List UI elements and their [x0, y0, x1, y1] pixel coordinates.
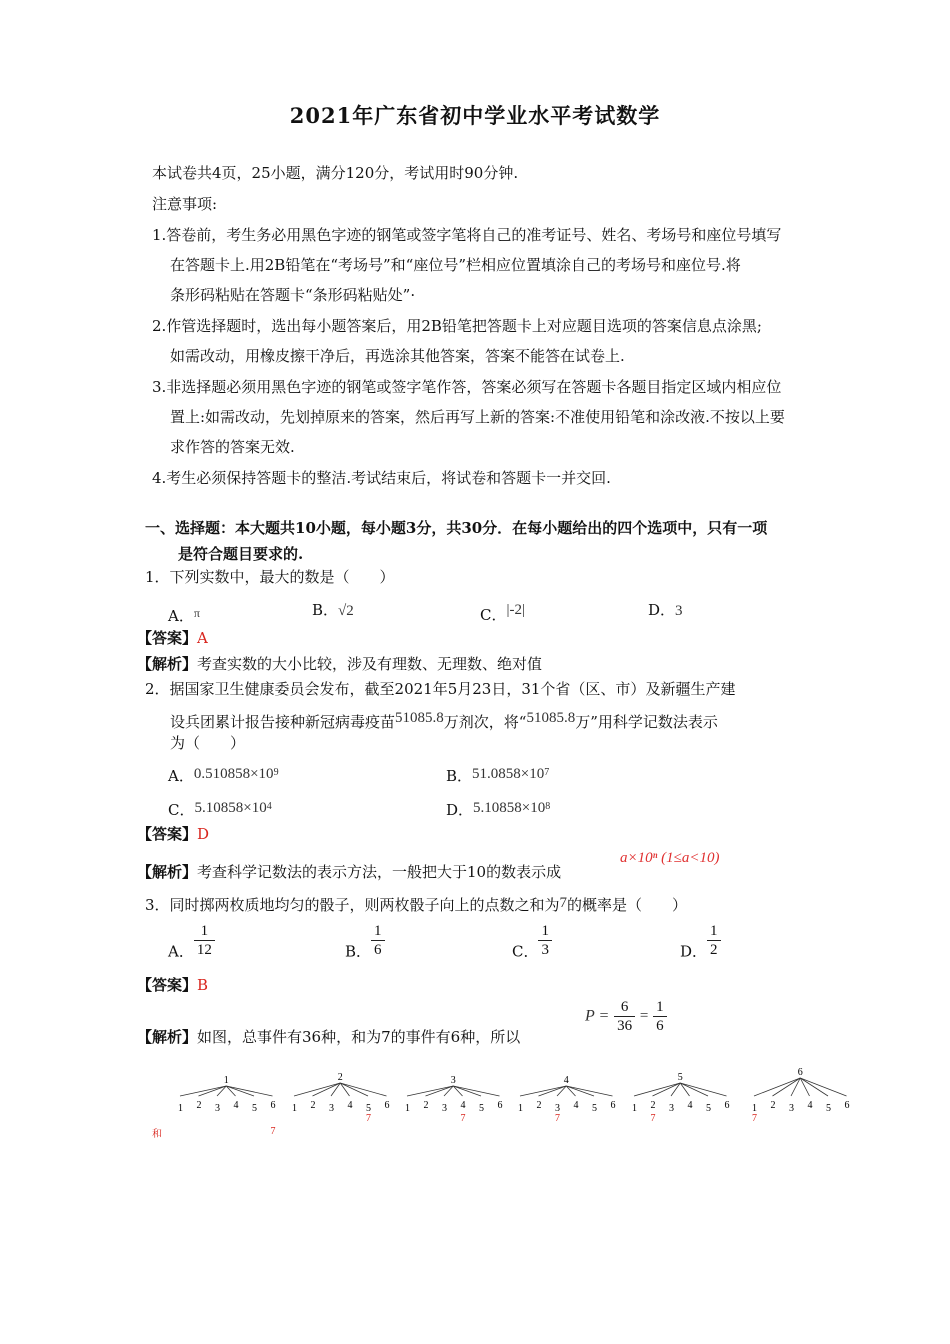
tree-leaf-label: 1	[292, 1103, 297, 1114]
notice-line: 3.非选择题必须用黑色字迹的钢笔或签字笔作答，答案必须写在答题卡各题目指定区域内相应位	[152, 378, 782, 396]
exam-title: 2021年广东省初中学业水平考试数学	[289, 103, 661, 128]
dice-sum-tree-diagram	[0, 1055, 950, 1155]
tree-leaf-label: 1	[405, 1103, 410, 1114]
notice-line: 2.作管选择题时，选出每小题答案后，用2B铅笔把答题卡上对应题目选项的答案信息点涂黑;	[152, 317, 762, 335]
q3-probability-formula: P = $\frac{6}{36}$ = $\frac{1}{6}$	[585, 998, 667, 1035]
tree-leaf-label: 6	[384, 1100, 390, 1111]
tree-leaf-label: 2	[310, 1100, 316, 1111]
question-2-line1: 2．据国家卫生健康委员会发布，截至2021年5月23日，31个省（区、市）及新疆生产建	[145, 680, 736, 698]
q1-option-c: C．|-2|	[480, 602, 525, 624]
tree-leaf-label: 1	[518, 1103, 523, 1114]
tree-leaf-label: 4	[460, 1100, 466, 1111]
tree-leaf-label: 4	[807, 1100, 813, 1111]
tree-root-label: 6	[797, 1067, 803, 1078]
q3-option-c: C． $\frac{1}{3}$	[512, 922, 552, 962]
q1-option-a: A．$^\pi$	[168, 606, 200, 625]
notice-line: 置上:如需改动，先划掉原来的答案，然后再写上新的答案:不准使用铅笔和涂改液.不按以上要	[170, 408, 785, 426]
tree-leaf-label: 5	[252, 1103, 257, 1114]
tree-leaf-label: 6	[610, 1100, 616, 1111]
sum-seven-mark: 7	[650, 1113, 656, 1124]
tree-leaf-label: 6	[497, 1100, 503, 1111]
tree-leaf-label: 3	[555, 1103, 560, 1114]
q3-answer: 【答案】B	[137, 976, 209, 994]
q1-analysis: 【解析】考查实数的大小比较，涉及有理数、无理数、绝对值	[137, 655, 543, 673]
tree-leaf-label: 4	[687, 1100, 693, 1111]
q2-option-b: B．$51.0858\times 10^7$	[446, 766, 550, 785]
tree-leaf-label: 1	[178, 1103, 183, 1114]
tree-root-label: 1	[223, 1075, 229, 1086]
notice-line: 1.答卷前，考生务必用黑色字迹的钢笔或签字笔将自己的准考证号、姓名、考场号和座位号填写	[152, 226, 782, 244]
notice-line: 在答题卡上.用2B铅笔在“考场号”和“座位号”栏相应位置填涂自己的考场号和座位号.将	[170, 256, 741, 274]
tree-leaf-label: 5	[826, 1103, 831, 1114]
tree-leaf-label: 1	[752, 1103, 757, 1114]
tree-leaf-label: 2	[196, 1100, 202, 1111]
intro-text: 本试卷共4页，25小题，满分120分，考试用时90分钟.	[152, 164, 519, 182]
tree-root-label: 5	[677, 1072, 683, 1083]
q1-option-b: B．√2	[312, 601, 354, 619]
q2-option-a: A．$0.510858\times 10^9$	[168, 766, 279, 785]
q2-option-d: D．$5.10858\times 10^8$	[446, 800, 551, 819]
tree-leaf-label: 6	[844, 1100, 850, 1111]
tree-leaf-label: 4	[347, 1100, 353, 1111]
tree-leaf-label: 2	[423, 1100, 429, 1111]
tree-leaf-label: 6	[270, 1100, 276, 1111]
q2-answer: 【答案】D	[137, 825, 210, 843]
notice-line: 条形码粘贴在答题卡“条形码粘贴处”·	[170, 286, 416, 304]
tree-leaf-label: 5	[479, 1103, 484, 1114]
tree-leaf-label: 3	[215, 1103, 220, 1114]
sum-seven-mark: 7	[752, 1113, 757, 1124]
q1-option-d: D．3	[648, 601, 683, 619]
q2-analysis: 【解析】考查科学记数法的表示方法，一般把大于10的数表示成	[137, 863, 562, 881]
section-heading-cont: 是符合题目要求的.	[178, 545, 304, 563]
notice-heading: 注意事项:	[152, 195, 218, 213]
tree-leaf-label: 3	[442, 1103, 447, 1114]
q3-option-d: D． $\frac{1}{2}$	[680, 922, 721, 962]
question-3-stem: 3．同时掷两枚质地均匀的骰子，则两枚骰子向上的点数之和为7的概率是（ ）	[145, 895, 688, 914]
question-2-line2: 设兵团累计报告接种新冠病毒疫苗51085.8万剂次，将“51085.8万”用科学记数法表示	[170, 710, 718, 731]
tree-leaf-label: 3	[789, 1103, 794, 1114]
tree-leaf-label: 2	[536, 1100, 542, 1111]
tree-leaf-label: 5	[366, 1103, 371, 1114]
tree-leaf-label: 5	[592, 1103, 597, 1114]
tree-leaf-label: 2	[650, 1100, 656, 1111]
tree-leaf-label: 4	[573, 1100, 579, 1111]
q2-option-c: C．$5.10858\times 10^4$	[168, 800, 272, 819]
tree-root-label: 3	[450, 1075, 456, 1086]
tree-root-label: 4	[563, 1075, 569, 1086]
tree-leaf-label: 3	[669, 1103, 674, 1114]
sum-seven-mark: 7	[270, 1126, 276, 1137]
q3-analysis: 【解析】如图，总事件有36种，和为7的事件有6种，所以	[137, 1028, 521, 1046]
tree-root-label: 2	[337, 1072, 343, 1083]
tree-leaf-label: 1	[632, 1103, 637, 1114]
section-heading: 一、选择题：本大题共10小题，每小题3分，共30分．在每小题给出的四个选项中，只有一项	[145, 519, 768, 537]
tree-leaf-label: 4	[233, 1100, 239, 1111]
q3-option-a: A． $\frac{1}{12}$	[168, 922, 215, 962]
notice-line: 4.考生必须保持答题卡的整洁.考试结束后，将试卷和答题卡一并交回.	[152, 469, 611, 487]
q3-option-b: B． $\frac{1}{6}$	[345, 922, 385, 962]
question-1-stem: 1．下列实数中，最大的数是（ ）	[145, 568, 395, 586]
sum-seven-mark: 7	[366, 1113, 371, 1124]
tree-leaf-label: 3	[329, 1103, 334, 1114]
q2-formula: a×10ⁿ (1≤a<10)	[620, 850, 720, 866]
q1-answer: 【答案】A	[137, 629, 208, 647]
notice-line: 求作答的答案无效.	[170, 438, 295, 456]
sum-seven-mark: 7	[460, 1113, 466, 1124]
tree-leaf-label: 6	[724, 1100, 730, 1111]
tree-leaf-label: 2	[770, 1100, 776, 1111]
sum-seven-mark: 7	[555, 1113, 560, 1124]
notice-line: 如需改动，用橡皮擦干净后，再选涂其他答案，答案不能答在试卷上.	[170, 347, 625, 365]
question-2-line3: 为（ ）	[170, 734, 246, 752]
tree-leaf-label: 5	[706, 1103, 711, 1114]
sum-label: 和	[152, 1129, 162, 1140]
